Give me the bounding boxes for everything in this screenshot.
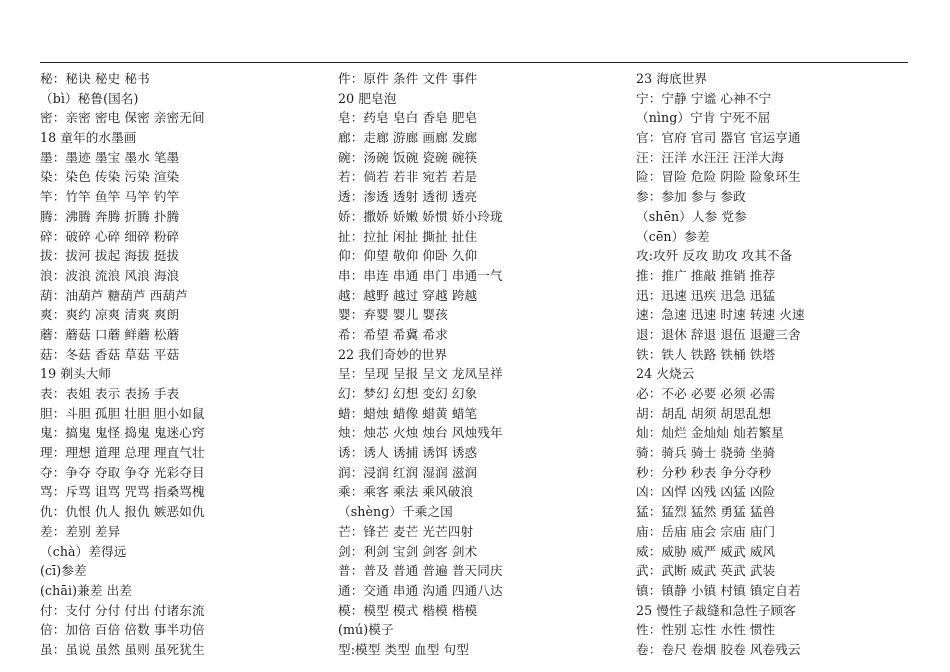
vocab-line: 理：理想 道理 总理 理直气壮 <box>40 445 205 461</box>
vocab-line: 呈：呈现 呈报 呈文 龙凤呈祥 <box>338 366 503 382</box>
vocab-line: 仰：仰望 敬仰 仰卧 久仰 <box>338 248 478 264</box>
vocab-line: 性：性别 忘性 水性 惯性 <box>636 622 776 638</box>
vocab-line: 型:模型 类型 血型 句型 <box>338 641 469 657</box>
vocab-line: 碎：破碎 心碎 细碎 粉碎 <box>40 228 180 244</box>
vocab-line: 秒：分秒 秒表 争分夺秒 <box>636 464 772 480</box>
vocab-line: 推：推广 推敲 推销 推荐 <box>636 267 776 283</box>
vocab-line: 倍：加倍 百倍 倍数 事半功倍 <box>40 622 205 638</box>
vocab-line: 虽：虽说 虽然 虽则 虽死犹生 <box>40 641 205 657</box>
vocab-line: 染：染色 传染 污染 渲染 <box>40 169 180 185</box>
vocab-line: （nìng）宁肯 宁死不屈 <box>636 110 771 126</box>
vocab-line: (chāi)兼差 出差 <box>40 582 133 598</box>
vocab-line: 24 火烧云 <box>636 366 695 382</box>
vocab-line: 模：模型 模式 楷模 楷模 <box>338 602 478 618</box>
vocab-line: 必：不必 必要 必须 必需 <box>636 386 776 401</box>
vocab-line: 18 童年的水墨画 <box>40 130 137 146</box>
vocab-line: 武：武断 威武 英武 武装 <box>636 563 776 579</box>
vocab-line: 墨：墨迹 墨宝 墨水 笔墨 <box>40 149 180 165</box>
vocab-line: 官：官府 官司 器官 官运亨通 <box>636 130 801 146</box>
vocab-line: 22 我们奇妙的世界 <box>338 346 448 362</box>
vocab-line: 差：差别 差异 <box>40 523 121 539</box>
vocab-line: （bì）秘鲁(国名) <box>40 90 139 106</box>
vocab-line: 23 海底世界 <box>636 71 708 86</box>
vocab-line: 19 剃头大师 <box>40 366 112 382</box>
vocab-line: （cēn）参差 <box>636 228 710 244</box>
vocab-line: 胡：胡乱 胡须 胡思乱想 <box>636 405 772 421</box>
vocab-line: 仇：仇恨 仇人 报仇 嫉恶如仇 <box>40 504 205 520</box>
vocab-line: 付：支付 分付 付出 付诸东流 <box>40 602 205 618</box>
vocab-line: 蜡：蜡烛 蜡像 蜡黄 蜡笔 <box>338 405 478 421</box>
vocab-line: 胆：斗胆 孤胆 壮胆 胆小如鼠 <box>40 405 205 421</box>
vocab-line: 皂：药皂 皂白 香皂 肥皂 <box>338 110 478 126</box>
vocab-line: 诱：诱人 诱捕 诱饵 诱惑 <box>338 445 478 461</box>
vocab-line: 卷：卷尺 卷烟 胶卷 风卷残云 <box>636 641 801 657</box>
vocab-line: 碗：汤碗 饭碗 瓷碗 碗筷 <box>338 149 478 165</box>
vocab-line: (cī)参差 <box>40 563 87 579</box>
vocab-line: 凶：凶悍 凶残 凶猛 凶险 <box>636 484 776 500</box>
vocab-line: 竿：竹竿 鱼竿 马竿 钓竿 <box>40 189 180 205</box>
vocab-line: 蘑：蘑菇 口蘑 鲜蘑 松蘑 <box>40 326 180 342</box>
vocab-line: 险：冒险 危险 阴险 险象环生 <box>636 169 801 185</box>
vocab-line: 廊：走廊 游廊 画廊 发廊 <box>338 130 478 146</box>
vocab-line: 剑：利剑 宝剑 剑客 剑术 <box>338 543 478 559</box>
vocab-line: 鬼：搞鬼 鬼怪 捣鬼 鬼迷心窍 <box>40 425 205 441</box>
vocab-line: 爽：爽约 凉爽 清爽 爽朗 <box>40 307 180 323</box>
vocab-line: 乘：乘客 乘法 乘风破浪 <box>338 484 474 500</box>
vocab-line: 威：威胁 威严 威武 威风 <box>636 543 776 559</box>
vocab-line: 骂：斥骂 诅骂 咒骂 指桑骂槐 <box>40 484 205 500</box>
vocab-line: 幻：梦幻 幻想 变幻 幻象 <box>338 386 478 401</box>
vocab-line: 秘：秘诀 秘史 秘书 <box>40 71 150 86</box>
vocab-line: 20 肥皂泡 <box>338 90 397 106</box>
vocab-line: 密：亲密 密电 保密 亲密无间 <box>40 110 205 126</box>
column-2 <box>338 69 628 660</box>
vocab-line: 越：越野 越过 穿越 跨越 <box>338 287 478 303</box>
vocab-line: 希：希望 希冀 希求 <box>338 326 448 342</box>
vocab-line: （shēn）人参 党参 <box>636 208 747 224</box>
vocab-line: 宁：宁静 宁谧 心神不宁 <box>636 90 772 106</box>
vocab-line: (mú)模子 <box>338 622 394 638</box>
vocab-line: 攻:攻歼 反攻 助攻 攻其不备 <box>636 248 793 264</box>
vocab-line: 芒：锋芒 麦芒 光芒四射 <box>338 523 474 539</box>
vocab-line: 葫：油葫芦 糖葫芦 西葫芦 <box>40 287 188 303</box>
vocab-line: 腾：沸腾 奔腾 折腾 扑腾 <box>40 208 180 224</box>
vocab-line: 铁：铁人 铁路 铁桶 铁塔 <box>636 346 776 362</box>
vocab-line: 串：串连 串通 串门 串通一气 <box>338 267 503 283</box>
vocab-line: 25 慢性子裁缝和急性子顾客 <box>636 602 796 618</box>
vocab-line: 扯：拉扯 闲扯 撕扯 扯住 <box>338 228 478 244</box>
vocab-line: 件：原件 条件 文件 事件 <box>338 71 478 86</box>
vocab-line: 烛：烛芯 火烛 烛台 风烛残年 <box>338 425 503 441</box>
vocab-line: 通：交通 串通 沟通 四通八达 <box>338 582 503 598</box>
vocab-line: 婴：弃婴 婴儿 婴孩 <box>338 307 448 323</box>
vocab-line: 骑：骑兵 骑士 骁骑 坐骑 <box>636 445 776 461</box>
vocab-line: 退：退休 辞退 退伍 退避三舍 <box>636 326 801 342</box>
vocab-line: 普：普及 普通 普遍 普天同庆 <box>338 563 503 579</box>
vocab-line: 参：参加 参与 参政 <box>636 189 746 205</box>
vocab-line: 润：浸润 红润 湿润 滋润 <box>338 464 478 480</box>
vocab-line: 猛：猛烈 猛然 勇猛 猛兽 <box>636 504 776 520</box>
vocab-line: 迅：迅速 迅疾 迅急 迅猛 <box>636 287 776 303</box>
vocab-line: 拔：拔河 拔起 海拔 挺拔 <box>40 248 180 264</box>
vocab-line: 若：倘若 若非 宛若 若是 <box>338 169 478 185</box>
vocab-line: 汪：汪洋 水汪汪 汪洋大海 <box>636 149 784 165</box>
vocab-line: （chà）差得远 <box>40 543 127 559</box>
vocab-line: 灿：灿烂 金灿灿 灿若繁星 <box>636 425 784 441</box>
vocab-line: 透：渗透 透射 透彻 透亮 <box>338 189 478 205</box>
vocab-line: 镇：镇静 小镇 村镇 镇定自若 <box>636 582 801 598</box>
column-3 <box>636 69 926 660</box>
vocab-line: 浪：波浪 流浪 风浪 海浪 <box>40 267 180 283</box>
vocab-line: 速：急速 迅速 时速 转速 火速 <box>636 307 805 323</box>
vocab-line: 菇：冬菇 香菇 草菇 平菇 <box>40 346 180 362</box>
vocab-line: （shèng）千乘之国 <box>338 504 453 520</box>
column-1 <box>40 69 330 660</box>
top-rule <box>40 62 908 63</box>
vocab-line: 娇：撒娇 娇嫩 娇惯 娇小玲珑 <box>338 208 503 224</box>
vocab-line: 表：表姐 表示 表扬 手表 <box>40 386 180 401</box>
vocab-line: 庙：岳庙 庙会 宗庙 庙门 <box>636 523 776 539</box>
vocab-line: 夺：争夺 夺取 争夺 光彩夺目 <box>40 464 205 480</box>
